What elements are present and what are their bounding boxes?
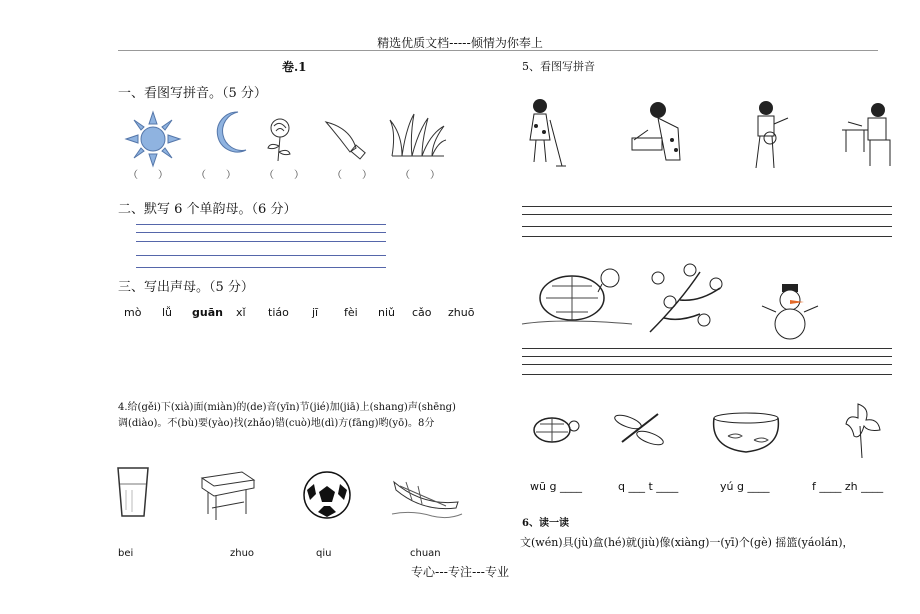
writing-line[interactable] <box>522 356 892 357</box>
writing-line[interactable] <box>522 236 892 237</box>
page-footer: 专心---专注---专业 <box>411 565 509 579</box>
q4-word: qiu <box>316 548 332 559</box>
pinyin-item: lǚ <box>162 306 173 319</box>
writing-line[interactable] <box>522 226 892 227</box>
section-2-heading: 二、默写 6 个单韵母。（6 分） <box>118 202 297 217</box>
section-1-heading: 一、看图写拼音。（5 分） <box>118 86 267 101</box>
page-header: 精选优质文档-----倾情为你奉上 <box>377 36 543 50</box>
section-6-heading: 6、读一读 <box>522 518 569 529</box>
answer-paren-4[interactable]: （ ） <box>332 170 372 181</box>
boy-desk-icon <box>838 100 894 170</box>
answer-paren-2[interactable]: （ ） <box>196 170 236 181</box>
pinyin-item: tiáo <box>268 306 289 319</box>
girl-sweeping-icon <box>520 96 566 170</box>
q4-word: bei <box>118 548 134 559</box>
q4-word: zhuo <box>230 548 255 559</box>
question-4-line-2: 调(diào)。不(bù)要(yào)找(zhǎo)错(cuò)地(dì)方(fāng)哟(yō)。8分 <box>118 418 435 429</box>
pinyin-item: fèi <box>344 306 358 319</box>
small-turtle-icon <box>526 412 582 446</box>
plum-blossom-icon <box>640 262 736 334</box>
pinyin-item: jī <box>312 306 319 319</box>
answer-paren-1[interactable]: （ ） <box>128 170 168 181</box>
blank-item[interactable]: f ____ zh ____ <box>812 480 884 493</box>
ball-icon <box>302 470 352 520</box>
writing-line[interactable] <box>522 214 892 215</box>
writing-line[interactable] <box>136 255 386 256</box>
answer-paren-5[interactable]: （ ） <box>400 170 440 181</box>
pinyin-item: cǎo <box>412 306 432 319</box>
paper-title: 卷.1 <box>282 60 307 74</box>
moon-icon <box>208 110 248 154</box>
blank-item[interactable]: wū g ____ <box>530 480 582 493</box>
desk-icon <box>198 468 258 522</box>
writing-line[interactable] <box>136 241 386 242</box>
writing-line[interactable] <box>522 374 892 375</box>
boy-ball-icon <box>744 98 792 170</box>
pinyin-item: guān <box>192 306 223 319</box>
pinyin-item: niǔ <box>378 306 395 319</box>
pinyin-item: zhuō <box>448 306 475 319</box>
question-4-line-1: 4.给(gěi)下(xià)面(miàn)的(de)音(yīn)节(jié)加(jiā)上(shang)声(shēng) <box>118 402 456 413</box>
writing-line[interactable] <box>522 364 892 365</box>
glass-icon <box>116 466 150 518</box>
section-6-text: 文(wén)具(jù)盒(hé)就(jiù)像(xiàng)一(yī)个(gè) 摇篮(yáolán)， <box>520 536 854 549</box>
q4-word: chuan <box>410 548 441 559</box>
flower-icon <box>838 400 886 460</box>
grass-icon <box>388 112 448 158</box>
writing-line[interactable] <box>522 348 892 349</box>
pinyin-item: xǐ <box>236 306 246 319</box>
blank-item[interactable]: q ___ t ____ <box>618 480 679 493</box>
girl-washing-icon <box>628 100 690 166</box>
writing-line[interactable] <box>136 224 386 225</box>
sun-icon <box>126 112 180 166</box>
blank-item[interactable]: yú g ____ <box>720 480 770 493</box>
writing-line[interactable] <box>522 206 892 207</box>
header-rule <box>118 50 878 51</box>
turtle-icon <box>522 262 634 332</box>
boat-icon <box>392 476 462 520</box>
rose-icon <box>264 116 296 162</box>
writing-line[interactable] <box>136 267 386 268</box>
pinyin-item: mò <box>124 306 142 319</box>
writing-line[interactable] <box>136 232 386 233</box>
answer-paren-3[interactable]: （ ） <box>264 170 304 181</box>
fish-bowl-icon <box>708 412 784 454</box>
section-5-heading: 5、看图写拼音 <box>522 60 595 73</box>
dragonfly-icon <box>612 408 664 452</box>
section-3-heading: 三、写出声母。（5 分） <box>118 280 254 295</box>
snowman-icon <box>760 282 820 340</box>
knife-icon <box>322 118 368 164</box>
